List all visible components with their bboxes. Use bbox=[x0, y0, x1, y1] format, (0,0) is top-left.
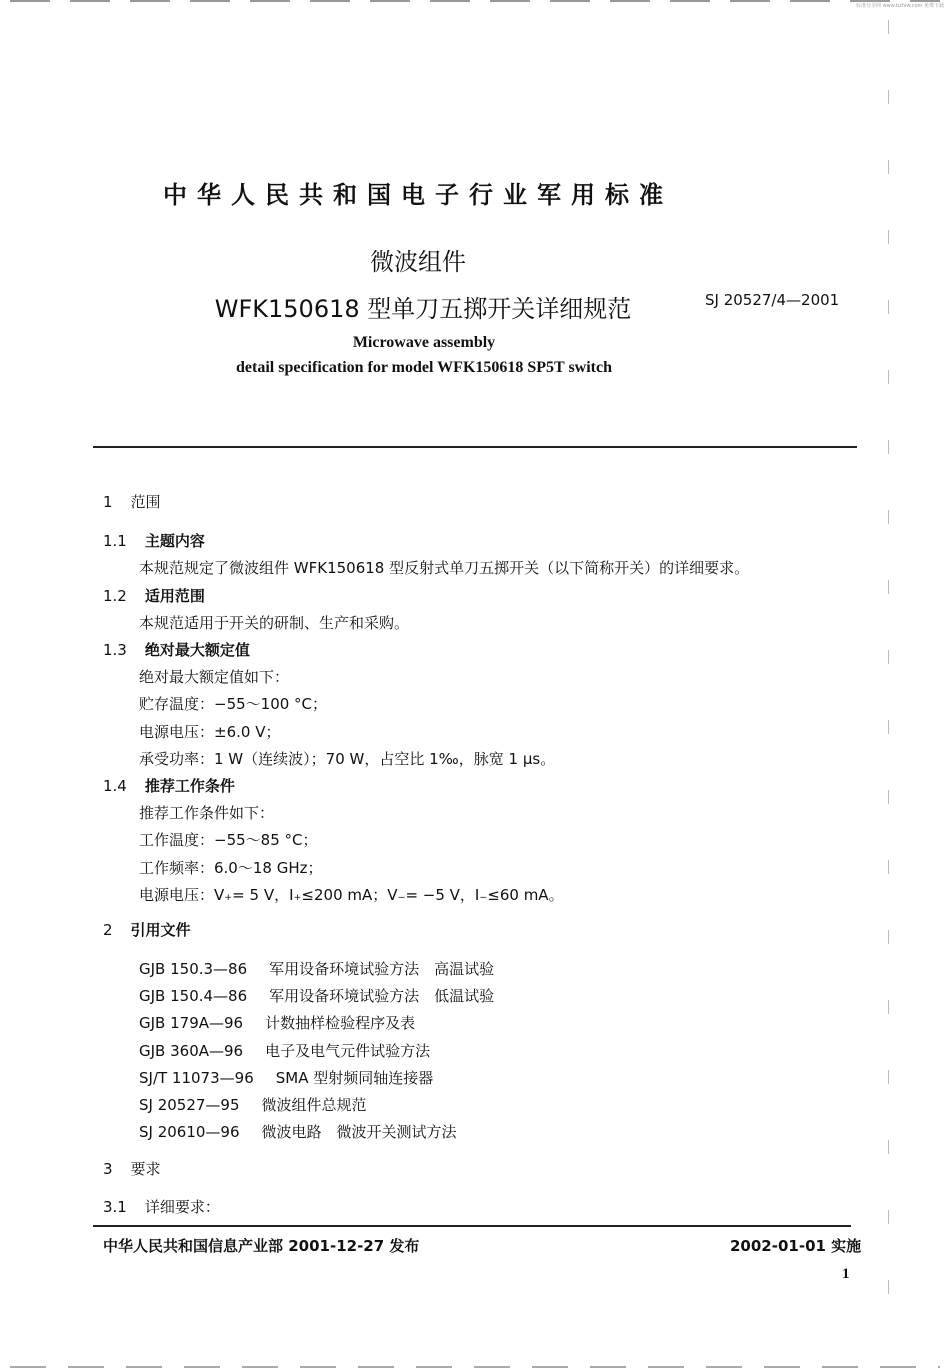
section-number: 1 bbox=[103, 493, 113, 511]
watermark: 标准分享网 www.bzfxw.com 免费下载 bbox=[856, 3, 944, 9]
footer-divider bbox=[93, 1225, 851, 1227]
section-1-3-line: 承受功率：1 W（连续波）；70 W，占空比 1‰，脉宽 1 μs。 bbox=[139, 750, 556, 768]
section-1-4-line: 工作温度：−55～85 °C； bbox=[139, 831, 318, 849]
section-title: 主题内容 bbox=[144, 532, 205, 550]
reference-title: 微波组件总规范 bbox=[261, 1096, 367, 1114]
standard-category: 中华人民共和国电子行业军用标准 bbox=[163, 181, 673, 209]
section-1-1-heading bbox=[103, 530, 205, 551]
section-title: 范围 bbox=[130, 493, 161, 511]
section-1-1-text: 本规范规定了微波组件 WFK150618 型反射式单刀五掷开关（以下简称开关）的详细要求。 bbox=[139, 559, 750, 577]
reference-code: GJB 150.3—86 bbox=[139, 960, 248, 978]
section-title: 详细要求： bbox=[144, 1198, 220, 1216]
section-number: 1.4 bbox=[103, 777, 127, 795]
reference-code: GJB 179A—96 bbox=[139, 1014, 244, 1032]
section-title: 要求 bbox=[130, 1160, 161, 1178]
section-1-3-line: 贮存温度：−55～100 °C； bbox=[139, 695, 328, 713]
reference-title: 微波电路 微波开关测试方法 bbox=[261, 1123, 457, 1141]
section-1-4-heading bbox=[103, 775, 235, 796]
section-number: 1.1 bbox=[103, 532, 127, 550]
reference-row bbox=[139, 985, 494, 1006]
section-1-4-line: 工作频率：6.0～18 GHz； bbox=[139, 859, 323, 877]
reference-code: SJ/T 11073—96 bbox=[139, 1069, 254, 1087]
issue-info: 中华人民共和国信息产业部 2001-12-27 发布 bbox=[103, 1237, 420, 1255]
section-number: 3.1 bbox=[103, 1198, 127, 1216]
reference-row bbox=[139, 1012, 415, 1033]
reference-code: SJ 20610—96 bbox=[139, 1123, 240, 1141]
section-1-3-line: 绝对最大额定值如下： bbox=[139, 668, 290, 686]
section-1-2-heading bbox=[103, 585, 205, 606]
section-1-3-line: 电源电压：±6.0 V； bbox=[139, 723, 281, 741]
section-number: 2 bbox=[103, 921, 113, 939]
reference-title: 军用设备环境试验方法 高温试验 bbox=[269, 960, 495, 978]
section-title: 推荐工作条件 bbox=[144, 777, 235, 795]
title-cn-line1: 微波组件 bbox=[370, 248, 466, 276]
section-number: 1.2 bbox=[103, 587, 127, 605]
title-en-line1: Microwave assembly bbox=[352, 334, 496, 351]
reference-title: 电子及电气元件试验方法 bbox=[265, 1042, 431, 1060]
section-title: 引用文件 bbox=[130, 921, 191, 939]
section-title: 适用范围 bbox=[144, 587, 205, 605]
section-1-2-text: 本规范适用于开关的研制、生产和采购。 bbox=[139, 614, 410, 632]
scan-edge-top bbox=[10, 0, 940, 2]
section-number: 3 bbox=[103, 1160, 113, 1178]
section-1-3-heading bbox=[103, 639, 250, 660]
section-1-4-line: 推荐工作条件如下： bbox=[139, 804, 275, 822]
reference-code: SJ 20527—95 bbox=[139, 1096, 240, 1114]
reference-row bbox=[139, 1067, 433, 1088]
section-1-4-line: 电源电压：V₊= 5 V，I₊≤200 mA；V₋= −5 V，I₋≤60 mA。 bbox=[139, 886, 564, 904]
section-title: 绝对最大额定值 bbox=[144, 641, 250, 659]
section-number: 1.3 bbox=[103, 641, 127, 659]
section-3-1-heading bbox=[103, 1196, 220, 1217]
page-number: 1 bbox=[842, 1266, 850, 1282]
scan-edge-bottom bbox=[10, 1366, 940, 1368]
effective-date: 2002-01-01 实施 bbox=[730, 1237, 862, 1255]
reference-title: 军用设备环境试验方法 低温试验 bbox=[269, 987, 495, 1005]
section-3-heading bbox=[103, 1158, 161, 1179]
reference-row bbox=[139, 958, 494, 979]
section-1-heading bbox=[103, 491, 161, 512]
scan-edge-right bbox=[888, 20, 889, 1350]
section-2-heading bbox=[103, 919, 191, 940]
title-en-line2: detail specification for model WFK150618 SP5T switch bbox=[236, 359, 612, 376]
standard-number: SJ 20527/4—2001 bbox=[705, 291, 840, 309]
reference-row bbox=[139, 1121, 457, 1142]
reference-title: 计数抽样检验程序及表 bbox=[265, 1014, 416, 1032]
reference-title: SMA 型射频同轴连接器 bbox=[275, 1069, 434, 1087]
reference-code: GJB 360A—96 bbox=[139, 1042, 244, 1060]
reference-row bbox=[139, 1040, 430, 1061]
header-divider bbox=[93, 446, 857, 448]
reference-code: GJB 150.4—86 bbox=[139, 987, 248, 1005]
title-cn-line2: WFK150618 型单刀五掷开关详细规范 bbox=[214, 295, 632, 323]
reference-row bbox=[139, 1094, 367, 1115]
